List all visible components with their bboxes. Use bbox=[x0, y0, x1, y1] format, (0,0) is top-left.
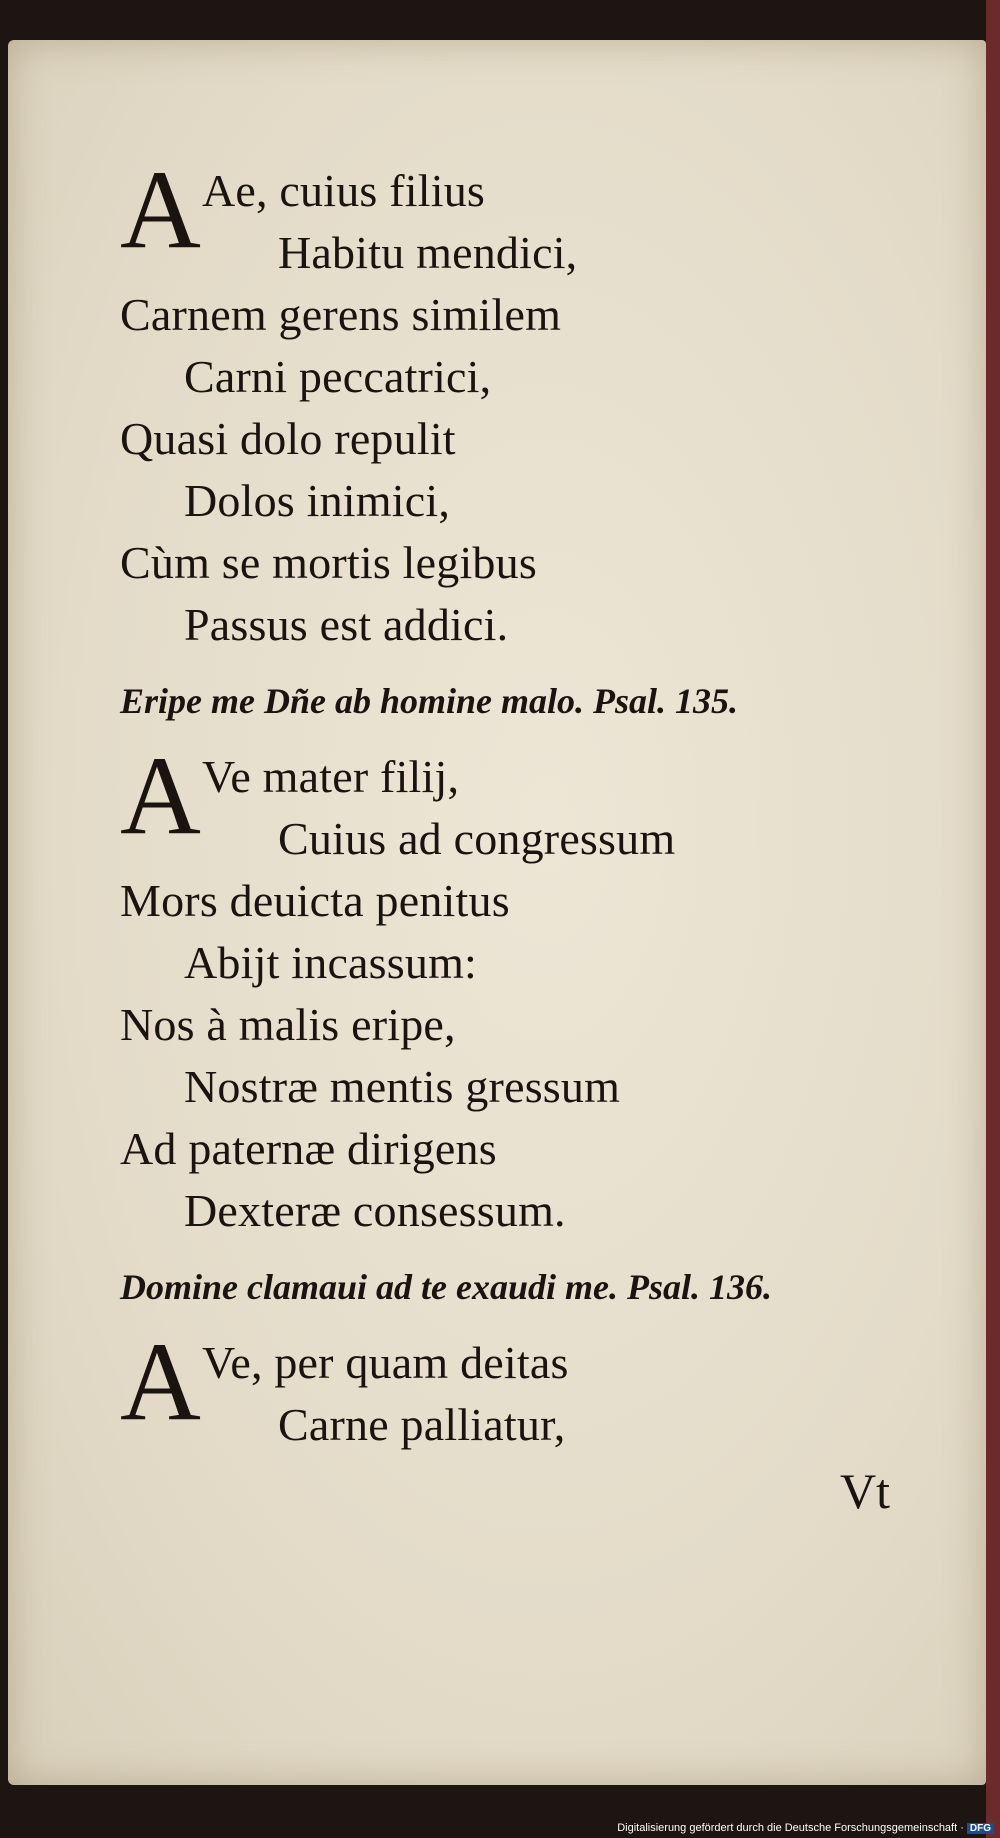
digitization-credit bbox=[617, 1822, 994, 1834]
stanza-3 bbox=[120, 1320, 940, 1456]
psalm-rubric: Domine clamaui ad te exaudi me. Psal. 136. bbox=[120, 1267, 772, 1307]
drop-cap: A bbox=[120, 734, 201, 858]
verse-line: Passus est addici. bbox=[184, 599, 509, 650]
verse-line: Nos à malis eripe, bbox=[120, 999, 456, 1050]
stanza-1 bbox=[120, 148, 940, 656]
book-edge bbox=[986, 0, 1000, 1838]
verse-line: Ve, per quam deitas bbox=[202, 1337, 569, 1388]
verse-line: Ae, cuius filius bbox=[202, 165, 485, 216]
credit-text: Digitalisierung gefördert durch die Deutsche Forschungsgemeinschaft · bbox=[617, 1822, 964, 1834]
verse-line: Carni peccatrici, bbox=[184, 351, 492, 402]
dfg-logo: DFG bbox=[967, 1823, 994, 1834]
stanza-2 bbox=[120, 734, 940, 1242]
verse-line: Nostræ mentis gressum bbox=[184, 1061, 621, 1112]
verse-line: Cùm se mortis legibus bbox=[120, 537, 537, 588]
verse-line: Dolos inimici, bbox=[184, 475, 451, 526]
catchword: Vt bbox=[840, 1463, 890, 1519]
verse-line: Mors deuicta penitus bbox=[120, 875, 510, 926]
verse-line: Abijt incassum: bbox=[184, 937, 478, 988]
verse-line: Dexteræ consessum. bbox=[184, 1185, 566, 1236]
verse-line: Habitu mendici, bbox=[278, 227, 578, 278]
verse-line: Carnem gerens similem bbox=[120, 289, 562, 340]
verse-line: Cuius ad congressum bbox=[278, 813, 676, 864]
verse-line: Ad paternæ dirigens bbox=[120, 1123, 497, 1174]
verse-line: Carne palliatur, bbox=[278, 1399, 566, 1450]
psalm-rubric: Eripe me Dñe ab homine malo. Psal. 135. bbox=[120, 681, 739, 721]
page-text bbox=[120, 148, 940, 1456]
verse-line: Quasi dolo repulit bbox=[120, 413, 456, 464]
drop-cap: A bbox=[120, 148, 201, 272]
drop-cap: A bbox=[120, 1320, 201, 1444]
verse-line: Ve mater filij, bbox=[202, 751, 460, 802]
